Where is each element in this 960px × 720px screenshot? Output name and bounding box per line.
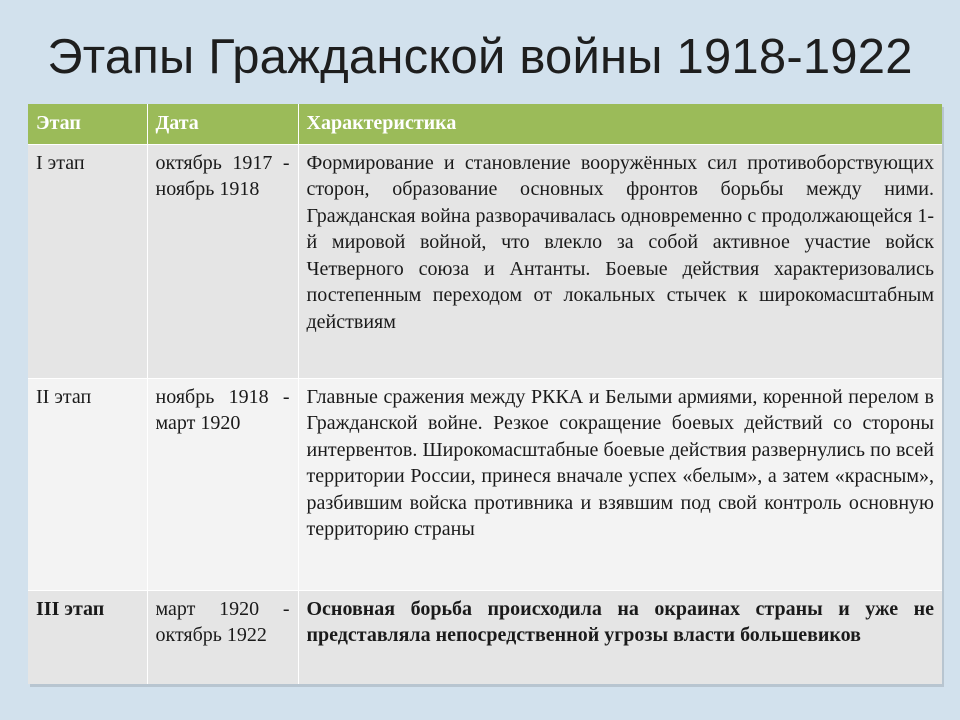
stages-table [28, 104, 942, 684]
description-cell: Формирование и становление вооружённых сил противоборствующих сторон, образование основных фронтов борьбы между ними. Гражданская война разворачивалась одновременно с продолжающейся 1-й мировой войной, что влекло за собой активное участие войск Четверного союза и Антанты. Боевые действия характеризовались постепенным переходом от локальных стычек к широкомасштабным действиям [298, 144, 942, 378]
date-cell: октябрь 1917 - ноябрь 1918 [147, 144, 298, 378]
description-cell: Главные сражения между РККА и Белыми армиями, коренной перелом в Гражданской войне. Резкое сокращение боевых действий со стороны интервентов. Широкомасштабные боевые действия развернулись по всей территории России, принеся вначале успех «белым», а затем «красным», разбившим войска противника и взявшим под свой контроль основную территорию страны [298, 378, 942, 590]
date-cell: ноябрь 1918 - март 1920 [147, 378, 298, 590]
header-stage: Этап [28, 104, 147, 144]
table-row-stage-3 [28, 590, 942, 684]
stage-cell: I этап [28, 144, 147, 378]
header-date: Дата [147, 104, 298, 144]
description-cell: Основная борьба происходила на окраинах страны и уже не представляла непосредственной угрозы власти большевиков [298, 590, 942, 684]
stage-cell: III этап [28, 590, 147, 684]
slide-title: Этапы Гражданской войны 1918-1922 [47, 30, 913, 84]
table-header-row [28, 104, 942, 144]
header-description: Характеристика [298, 104, 942, 144]
table-row-stage-2 [28, 378, 942, 590]
stage-cell: II этап [28, 378, 147, 590]
date-cell: март 1920 - октябрь 1922 [147, 590, 298, 684]
table-row-stage-1 [28, 144, 942, 378]
